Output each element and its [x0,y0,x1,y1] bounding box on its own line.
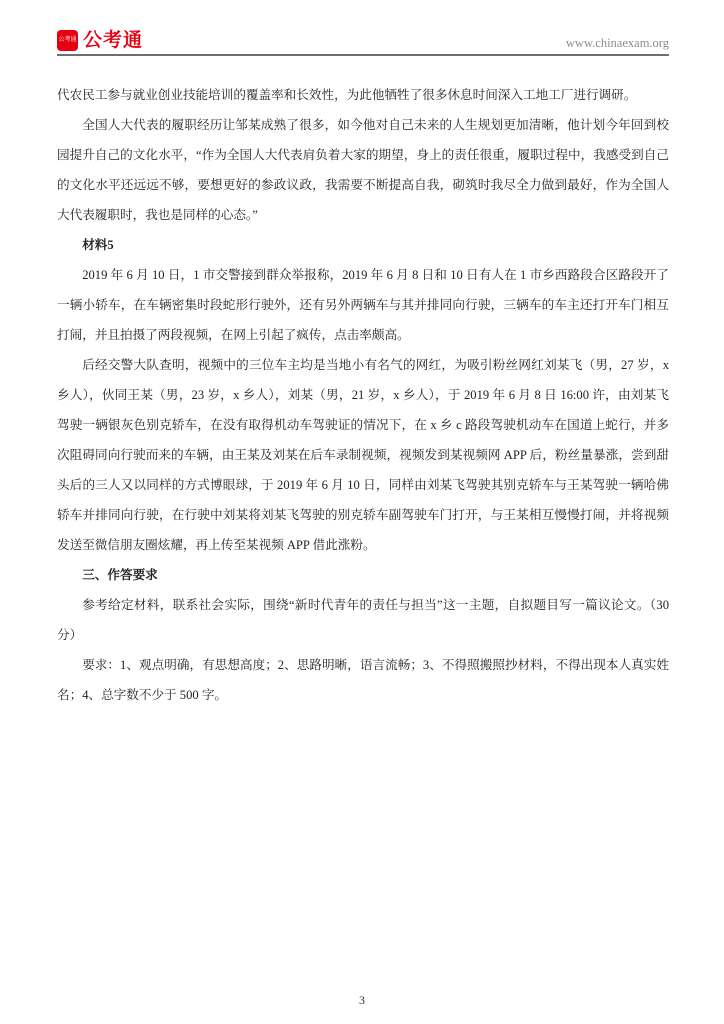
brand-logo [57,30,143,51]
paragraph-deputy-experience: 全国人大代表的履职经历让邹某成熟了很多，如今他对自己未来的人生规划更加清晰，他计划今年回到校园提升自己的文化水平，“作为全国人大代表肩负着大家的期望，身上的责任很重，履职过程中，我感受到自己的文化水平还远远不够，要想更好的参政议政，我需要不断提高自我，砌筑时我尽全力做到最好，作为全国人大代表履职时，我也是同样的心态。” [57,118,669,222]
page-header [57,30,669,56]
paragraph-traffic-report: 2019 年 6 月 10 日，1 市交警接到群众举报称，2019 年 6 月 8 日和 10 日有人在 1 市乡西路段合区路段开了一辆小轿车，在车辆密集时段蛇形行驶外，还有另外两辆车与其并排同向行驶，三辆车的车主还打开车门相互打闹，并且拍摄了两段视频，在网上引起了疯传，点击率颇高。 [57,268,669,342]
paragraph-essay-rules: 要求：1、观点明确，有思想高度；2、思路明晰，语言流畅；3、不得照搬照抄材料，不得出现本人真实姓名；4、总字数不少于 500 字。 [57,658,669,702]
heading-answer-requirements: 三、作答要求 [82,568,158,582]
website-url: www.chinaexam.org [565,36,669,50]
heading-material-5: 材料5 [82,238,114,252]
brand-logo-text: 公考通 [83,30,144,51]
brand-logo-icon: 公考通 [57,30,78,51]
paragraph-police-investigation: 后经交警大队查明，视频中的三位车主均是当地小有名气的网红，为吸引粉丝网红刘某飞（男，27 岁，x 乡人），伙同王某（男，23 岁，x 乡人），刘某（男，21 岁，x 乡人），于 2019 年 6 月 8 日 16:00 许，由刘某飞驾驶一辆银灰色别克轿车，在没有取得机动车驾驶证的情况下，在 x 乡 c 路段驾驶机动车在国道上蛇行，并多次阻碍同向行驶而来的车辆，由王某及刘某在后车录制视频，视频发到某视频网 APP 后，粉丝量暴涨，尝到甜头后的三人又以同样的方式博眼球，于 2019 年 6 月 10 日，同样由刘某飞驾驶其别克轿车与王某驾驶一辆哈佛轿车并排同向行驶，在行驶中刘某将刘某飞驾驶的别克轿车副驾驶车门打开，与王某相互慢慢打闹，并将视频发送至微信朋友圈炫耀，再上传至某视频 APP 借此涨粉。 [57,358,669,552]
document-body [57,80,669,710]
paragraph-continuation: 代农民工参与就业创业技能培训的覆盖率和长效性，为此他牺牲了很多休息时间深入工地工厂进行调研。 [57,88,637,102]
paragraph-essay-topic: 参考给定材料，联系社会实际，围绕“新时代青年的责任与担当”这一主题，自拟题目写一篇议论文。（30分） [57,598,669,642]
page-number: 3 [359,993,365,1007]
